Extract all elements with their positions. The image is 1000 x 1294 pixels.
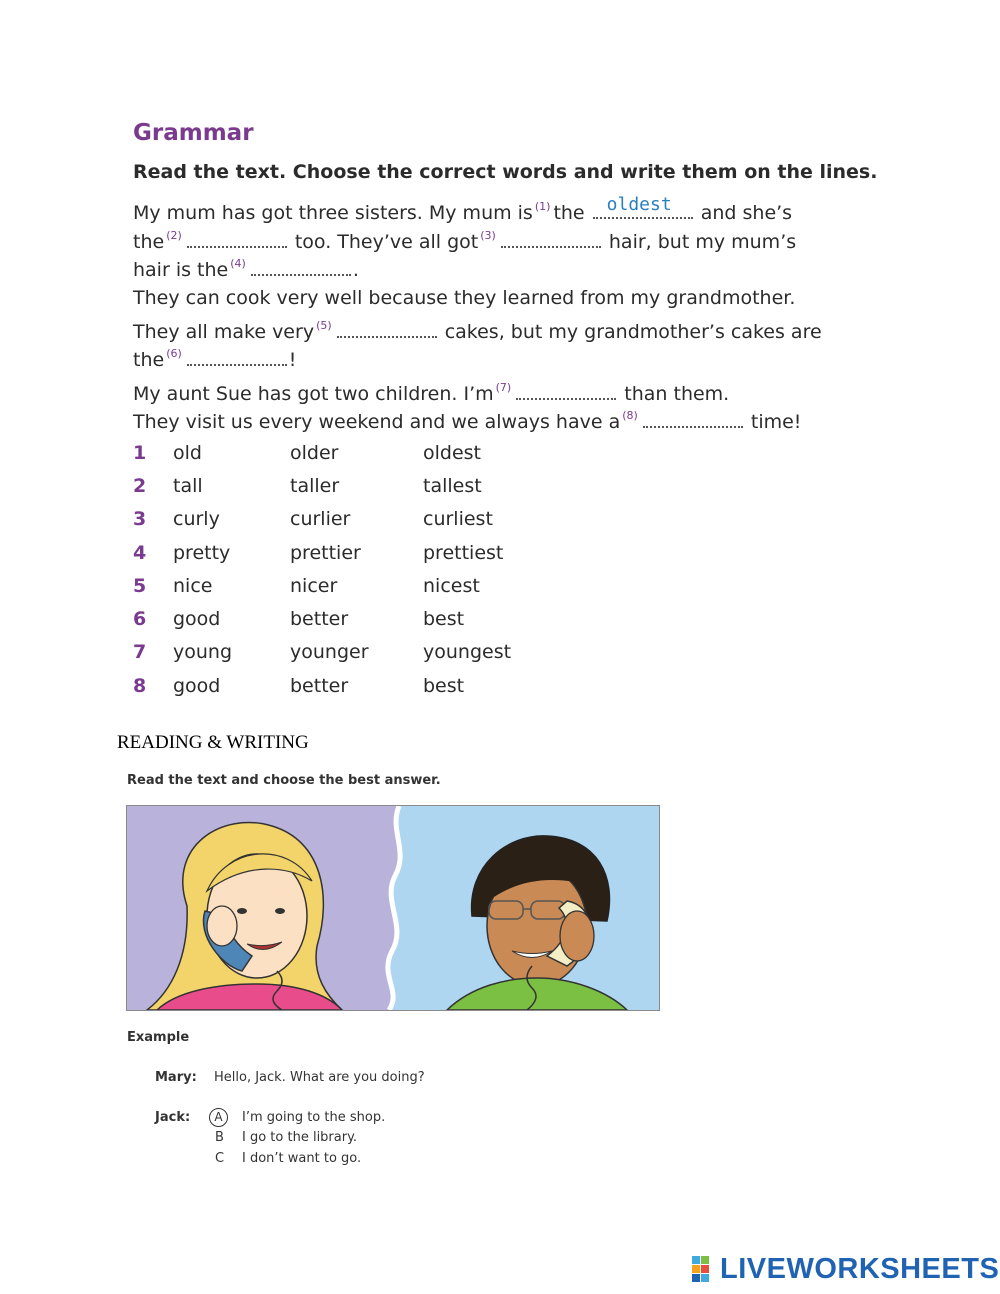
paragraph-1-line-1: My mum has got three sisters. My mum is $^{(1)}$ the oldest and she’s bbox=[133, 193, 792, 228]
word-options-table bbox=[133, 436, 540, 702]
reading-instruction: Read the text and choose the best answer. bbox=[127, 773, 441, 788]
gap-number-1: (1) bbox=[534, 200, 551, 213]
answer-blank-4[interactable] bbox=[251, 258, 351, 276]
gap-number-7: (7) bbox=[495, 381, 512, 394]
option-row: 4 pretty prettier prettiest bbox=[133, 541, 504, 564]
gap-number-2: (2) bbox=[166, 229, 182, 242]
choice-b-marker[interactable]: B bbox=[215, 1130, 224, 1145]
paragraph-3-line-2: They visit us every weekend and we always have a $^{(8)}$ time! bbox=[133, 409, 802, 433]
gap-number-8: (8) bbox=[622, 409, 638, 422]
choice-a-text[interactable]: I’m going to the shop. bbox=[242, 1110, 386, 1125]
option-row: 8 good better best bbox=[133, 674, 465, 697]
choice-a-marker[interactable] bbox=[209, 1108, 228, 1127]
jack-speaker: Jack: bbox=[155, 1110, 191, 1125]
logo-squares-icon bbox=[692, 1256, 718, 1282]
paragraph-1-line-2: the $^{(2)}$ too. They’ve all got $^{(3)}$ hair, but my mum’s bbox=[133, 229, 797, 253]
answer-blank-1[interactable] bbox=[593, 194, 693, 219]
logo-wordmark: LIVEWORKSHEETS bbox=[720, 1252, 1000, 1285]
choice-c-text[interactable]: I don’t want to go. bbox=[242, 1151, 362, 1166]
gap-number-6: (6) bbox=[166, 347, 182, 360]
paragraph-2-line-3: the $^{(6)}$ ! bbox=[133, 347, 297, 371]
option-row: 6 good better best bbox=[133, 608, 465, 631]
paragraph-2-line-1: They can cook very well because they learned from my grandmother. bbox=[133, 287, 796, 309]
gap-number-4: (4) bbox=[230, 257, 246, 270]
option-row: 5 nice nicer nicest bbox=[133, 574, 480, 597]
phone-call-illustration bbox=[126, 805, 660, 1011]
gap-number-3: (3) bbox=[480, 229, 496, 242]
illustration-svg bbox=[127, 806, 659, 1010]
answer-blank-3[interactable] bbox=[501, 230, 601, 248]
option-row: 2 tall taller tallest bbox=[133, 474, 482, 497]
option-row: 3 curly curlier curliest bbox=[133, 508, 493, 531]
example-label: Example bbox=[127, 1030, 190, 1045]
section-title-reading-writing: READING & WRITING bbox=[117, 732, 309, 753]
choice-c-marker[interactable]: C bbox=[215, 1151, 225, 1166]
option-row: 1 old older oldest bbox=[133, 441, 482, 464]
liveworksheets-logo[interactable] bbox=[692, 1254, 999, 1284]
mary-speaker: Mary: bbox=[155, 1070, 197, 1085]
answer-blank-7[interactable] bbox=[516, 382, 616, 400]
answer-blank-8[interactable] bbox=[643, 410, 743, 428]
answer-blank-6[interactable] bbox=[187, 348, 287, 366]
paragraph-2-line-2: They all make very $^{(5)}$ cakes, but my grandmother’s cakes are bbox=[133, 319, 822, 343]
circled-choice-a: A bbox=[209, 1108, 228, 1127]
answer-blank-5[interactable] bbox=[337, 320, 437, 338]
choice-b-text[interactable]: I go to the library. bbox=[242, 1130, 358, 1145]
grammar-instruction: Read the text. Choose the correct words and write them on the lines. bbox=[133, 161, 878, 183]
answer-1-text: oldest bbox=[606, 194, 672, 215]
option-row: 7 young younger youngest bbox=[133, 641, 512, 664]
paragraph-3-line-1: My aunt Sue has got two children. I’m $^{(7)}$ than them. bbox=[133, 381, 730, 405]
answer-blank-2[interactable] bbox=[187, 230, 287, 248]
mary-line: Hello, Jack. What are you doing? bbox=[214, 1070, 425, 1085]
gap-number-5: (5) bbox=[316, 319, 332, 332]
paragraph-1-line-3: hair is the $^{(4)}$ . bbox=[133, 257, 359, 281]
section-title-grammar: Grammar bbox=[133, 120, 254, 146]
